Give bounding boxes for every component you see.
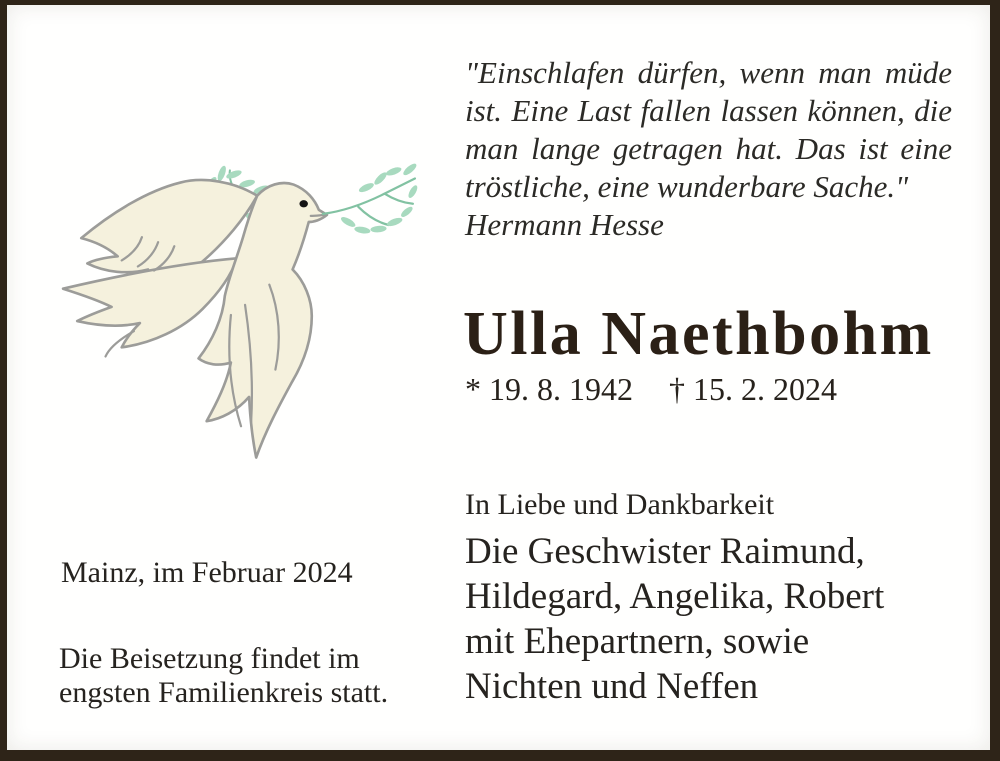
place-date-line: Mainz, im Februar 2024 [61, 556, 353, 589]
birth-date-group [465, 371, 633, 407]
memorial-quote [465, 54, 952, 244]
life-dates [465, 371, 985, 408]
mourners-line: Hildegard, Angelika, Robert [465, 576, 885, 617]
death-cross-symbol: † [669, 371, 685, 407]
funeral-line: Die Beisetzung findet im [59, 642, 360, 675]
dove-body-shape [63, 180, 327, 458]
mourners-line: Die Geschwister Raimund, [465, 531, 865, 572]
quote-line: man lange getragen hat. Das ist eine [465, 131, 952, 166]
dove-eye [299, 200, 307, 207]
birth-date: 19. 8. 1942 [489, 371, 633, 407]
quote-line: ist. Eine Last fallen lassen können, die [465, 93, 952, 128]
funeral-line: engsten Familienkreis statt. [59, 676, 389, 709]
dove-illustration-container [57, 161, 423, 471]
olive-branch-right-icon [323, 162, 419, 235]
quote-line: "Einschlafen dürfen, wenn man müde [465, 55, 952, 90]
quote-attribution: Hermann Hesse [465, 207, 664, 242]
deceased-name: Ulla Naethbohm [463, 300, 934, 368]
closing-line: In Liebe und Dankbarkeit [465, 488, 775, 521]
mourners-text [465, 529, 985, 709]
birth-star-symbol: * [465, 371, 481, 407]
quote-line: tröstliche, eine wunderbare Sache." [465, 169, 909, 204]
funeral-info [59, 642, 479, 710]
mourners-line: mit Ehepartnern, sowie [465, 621, 810, 662]
death-date: 15. 2. 2024 [693, 371, 837, 407]
mourners-line: Nichten und Neffen [465, 666, 759, 707]
death-date-group [669, 371, 837, 407]
dove-olive-branch-icon [57, 161, 423, 471]
